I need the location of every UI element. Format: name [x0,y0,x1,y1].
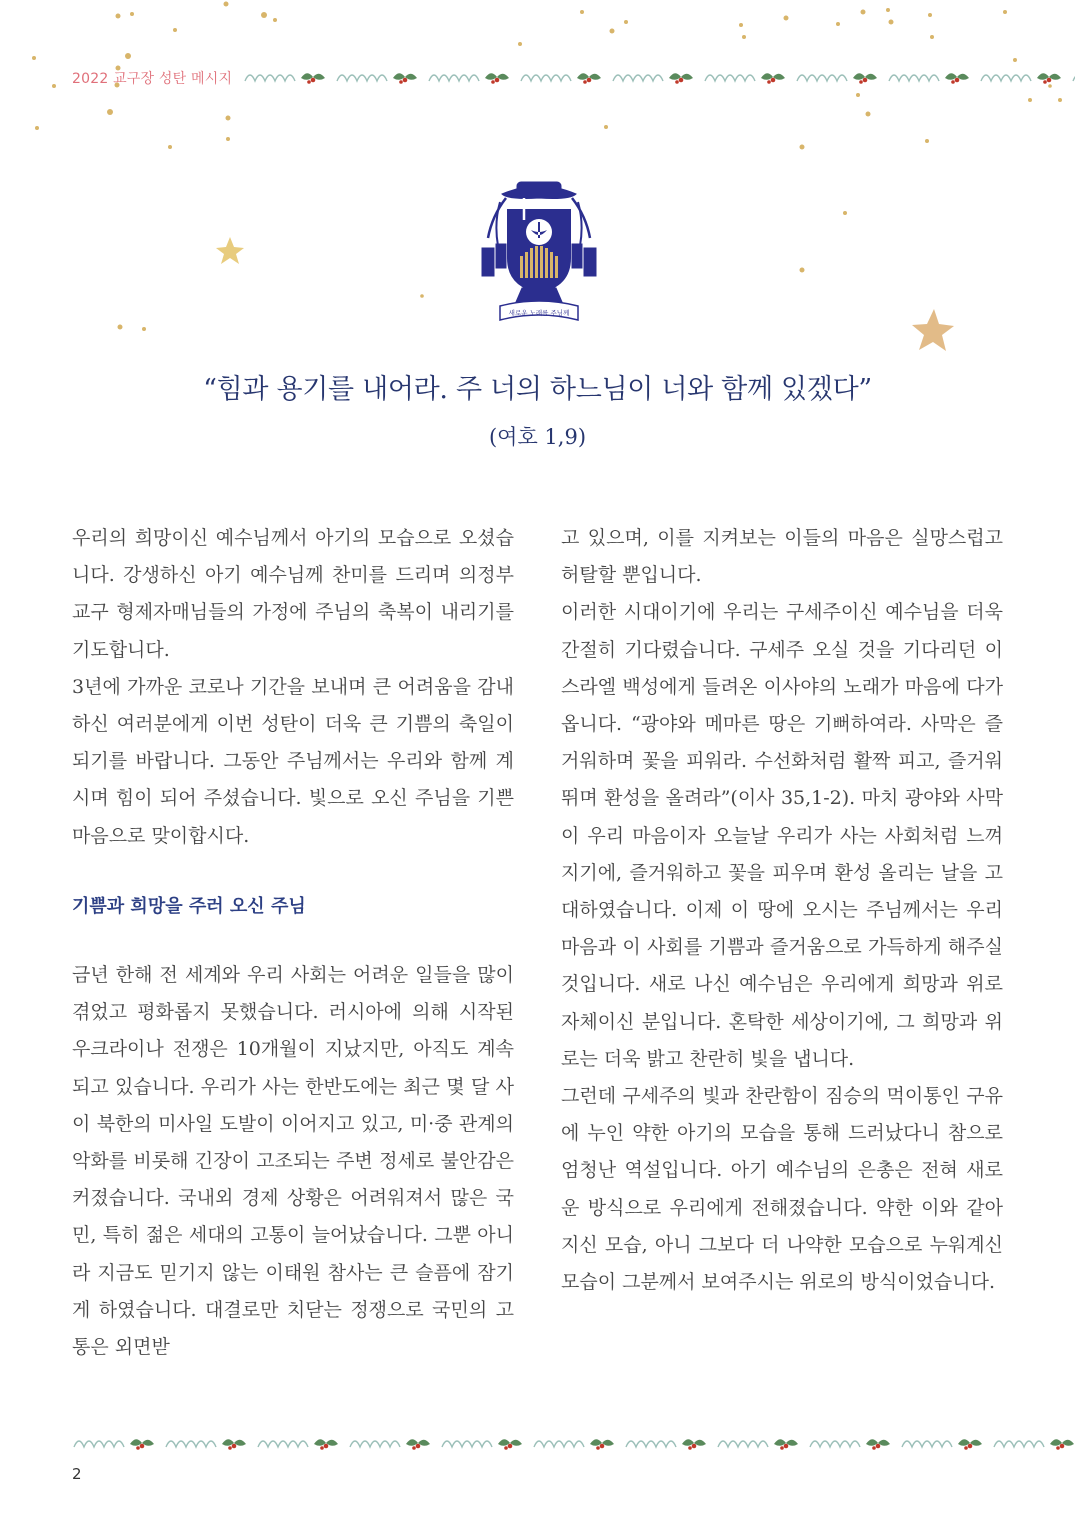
holly-garland-decoration [243,66,1075,88]
body-paragraph: 금년 한해 전 세계와 우리 사회는 어려운 일들을 많이 겪었고 평화롭지 못했습니다. 러시아에 의해 시작된 우크라이나 전쟁은 10개월이 지났지만, 아직도 계속되고 있습니다. 우리가 사는 한반도에는 최근 몇 달 사이 북한의 미사일 도발이 이어지고 있고, 미·중 관계의 악화를 비롯해 긴장이 고조되는 주변 정세로 불안감은 커졌습니다. 국내외 경제 상황은 어려워져서 많은 국민, 특히 젊은 세대의 고통이 늘어났습니다. 그뿐 아니라 지금도 믿기지 않는 이태원 참사는 큰 슬픔에 잠기게 하였습니다. 대결로만 치닫는 정쟁으로 국민의 고통은 외면받 [72,964,514,1359]
star-icon [216,237,244,264]
scripture-quote: “힘과 용기를 내어라. 주 너의 하느님이 너와 함께 있겠다” [203,374,872,405]
body-paragraph: 3년에 가까운 코로나 기간을 보내며 큰 어려움을 감내하신 여러분에게 이번 성탄이 더욱 큰 기쁨의 축일이 되기를 바랍니다. 그동안 주님께서는 우리와 함께 계시며 힘이 되어 주셨습니다. 빛으로 오신 주님을 기쁜 마음으로 맞이합시다. [72,675,514,847]
body-paragraph: 고 있으며, 이를 지켜보는 이들의 마음은 실망스럽고 허탈할 뿐입니다. [561,527,1003,587]
section-subheading: 기쁨과 희망을 주러 오신 주님 [72,895,306,917]
body-paragraph: 그런데 구세주의 빛과 찬란함이 짐승의 먹이통인 구유에 누인 약한 아기의 모습을 통해 드러났다니 참으로 엄청난 역설입니다. 아기 예수님의 은총은 전혀 새로운 방식으로 우리에게 전해졌습니다. 약한 이와 같아지신 모습, 아니 그보다 더 나약한 모습으로 누워계신 모습이 그분께서 보여주시는 위로의 방식이었습니다. [561,1085,1003,1294]
scripture-citation: (여호 1,9) [488,425,587,449]
crest-motto: 새로운 노래를 주님께 [508,309,570,317]
body-paragraph: 이러한 시대이기에 우리는 구세주이신 예수님을 더욱 간절히 기다렸습니다. 구세주 오실 것을 기다리던 이스라엘 백성에게 들려온 이사야의 노래가 마음에 다가옵니다. “광야와 메마른 땅은 기뻐하여라. 사막은 즐거워하며 꽃을 피워라. 수선화처럼 활짝 피고, 즐거워 뛰며 환성을 올려라”(이사 35,1-2). 마치 광야와 사막이 우리 마음이자 오늘날 우리가 사는 사회처럼 느껴지기에, 즐거워하고 꽃을 피우며 환성 올리는 날을 고대하였습니다. 이제 이 땅에 오시는 주님께서는 우리 마음과 이 사회를 기쁨과 즐거움으로 가득하게 해주실 것입니다. 새로 나신 예수님은 우리에게 희망과 위로 자체이신 분입니다. 혼탁한 세상이기에, 그 희망과 위로는 더욱 밝고 찬란히 빛을 냅니다. [561,601,1003,1070]
holly-garland-decoration [72,1432,1075,1454]
header-title: 2022 교구장 성탄 메시지 [72,71,233,87]
page-number: 2 [72,1465,82,1483]
episcopal-coat-of-arms-logo [472,168,606,326]
left-text-column [72,520,514,1366]
right-text-column [561,520,1003,1301]
star-icon [912,309,954,351]
body-paragraph: 우리의 희망이신 예수님께서 아기의 모습으로 오셨습니다. 강생하신 아기 예수님께 찬미를 드리며 의정부교구 형제자매님들의 가정에 주님의 축복이 내리기를 기도합니다. [72,527,514,661]
